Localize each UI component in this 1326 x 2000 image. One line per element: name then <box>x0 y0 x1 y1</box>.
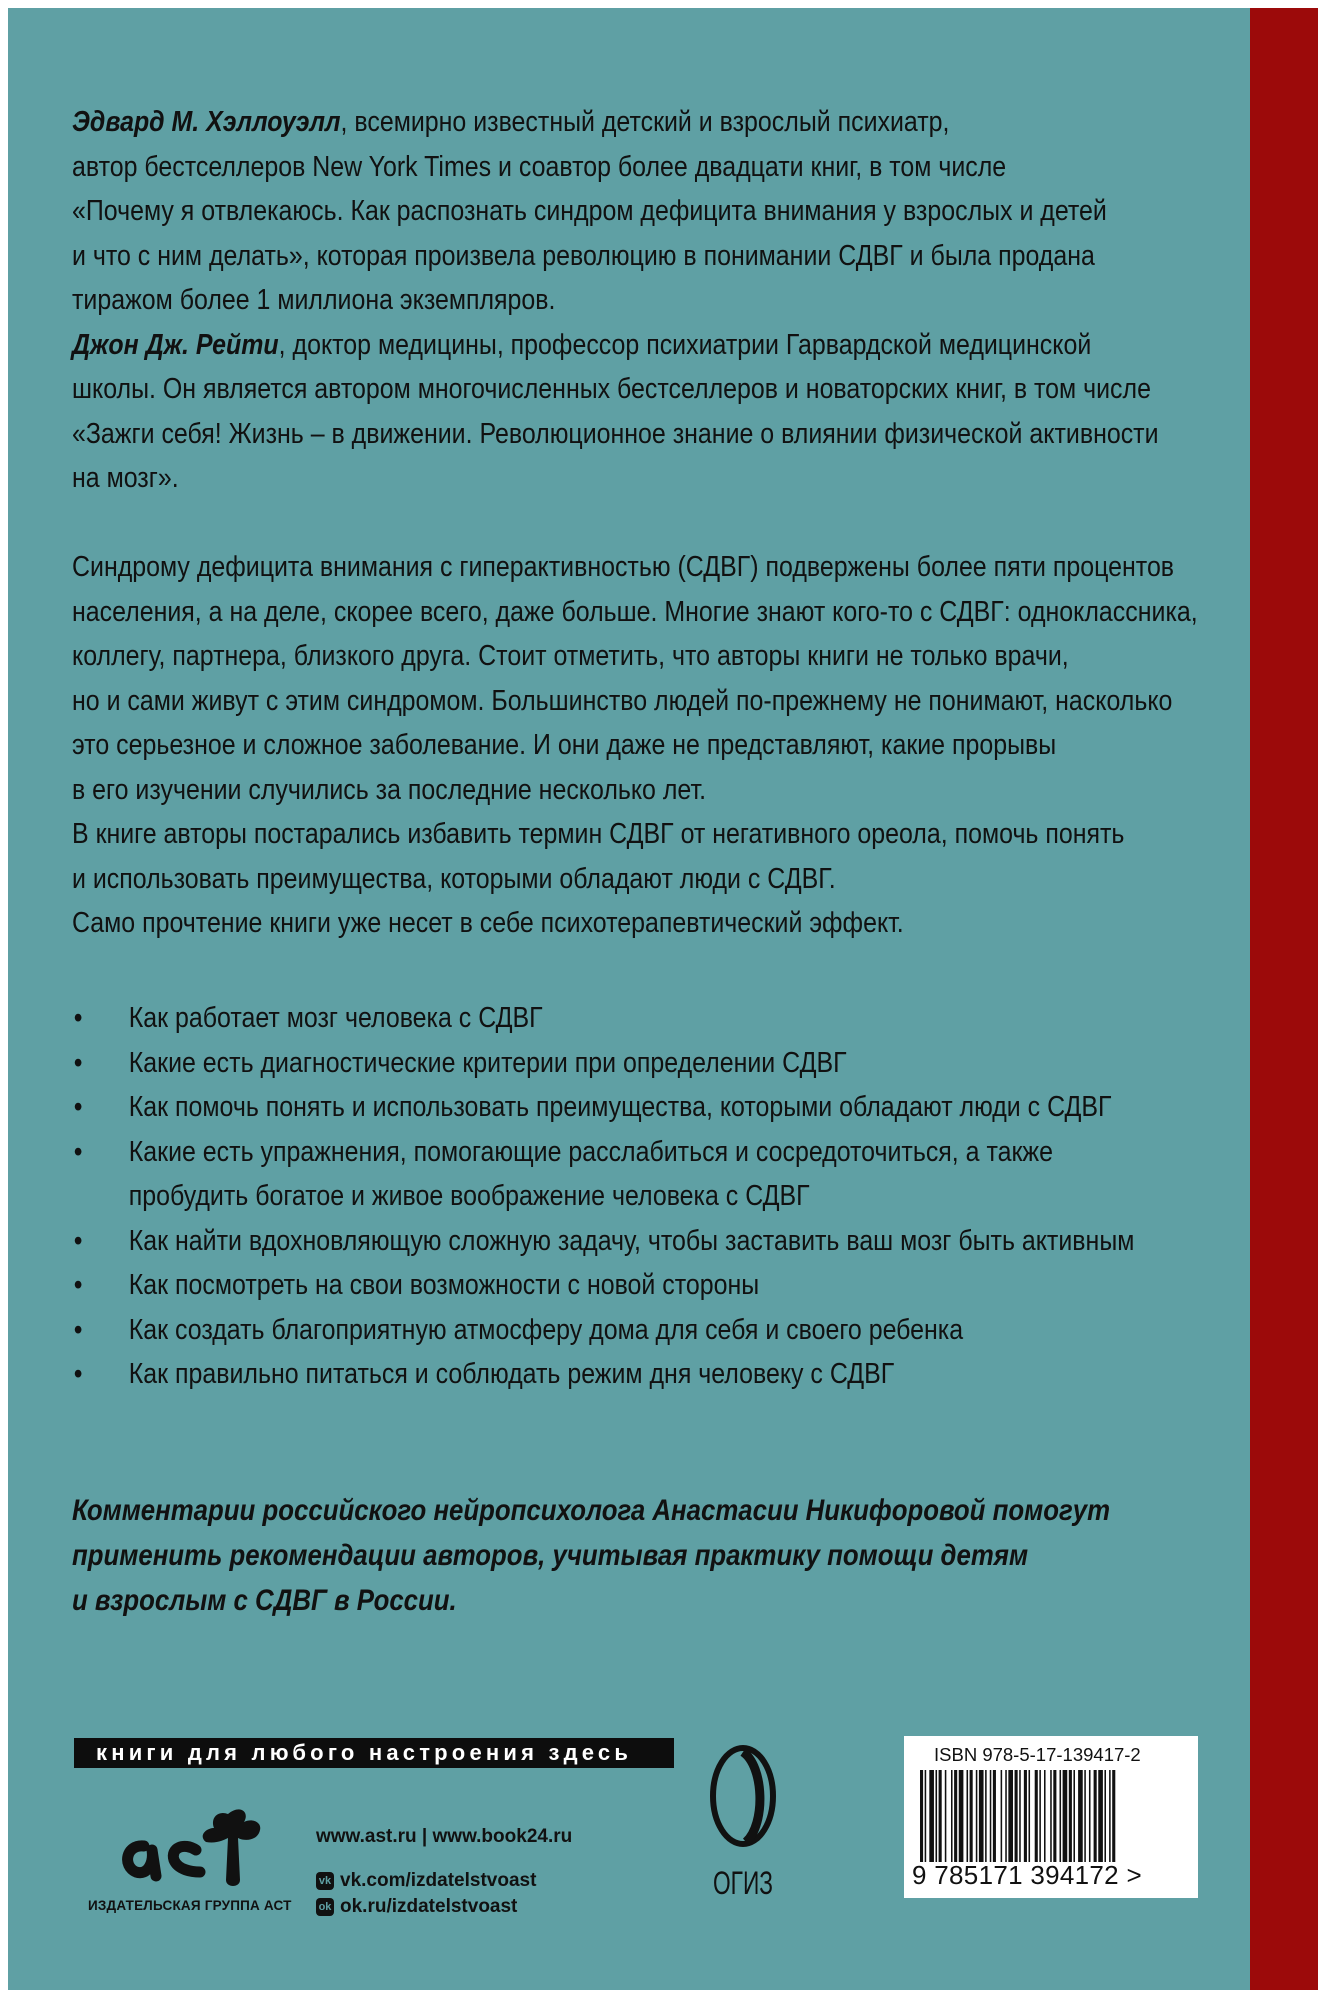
barcode-bar <box>1044 1770 1046 1862</box>
description-line: но и сами живут с этим синдромом. Большинство людей по-прежнему не понимают, насколько <box>72 684 1173 717</box>
barcode-bar <box>1073 1770 1075 1862</box>
barcode-bar <box>1089 1770 1091 1862</box>
author1-line: Эдвард М. Хэллоуэлл, всемирно известный детский и взрослый психиатр, <box>72 106 950 138</box>
barcode-bar <box>1035 1770 1038 1862</box>
publisher-caption: ИЗДАТЕЛЬСКАЯ ГРУППА АСТ <box>88 1898 292 1913</box>
barcode-bar <box>1005 1770 1007 1862</box>
vk-link[interactable]: vk vk.com/izdatelstvoast <box>316 1870 536 1892</box>
author2-name: Джон Дж. Рейти <box>72 328 279 361</box>
barcode-bar <box>967 1770 969 1862</box>
barcode-bar <box>1109 1770 1111 1862</box>
imprint-name: ОГИЗ <box>713 1865 773 1901</box>
barcode-bar <box>1053 1770 1056 1862</box>
isbn-number: ISBN 978-5-17-139417-2 <box>934 1744 1141 1765</box>
description-line: и использовать преимущества, которыми обладают люди с СДВГ. <box>72 862 836 895</box>
barcode-bar <box>1039 1770 1041 1862</box>
list-item: • Как посмотреть на свои возможности с новой стороны <box>72 1263 1134 1308</box>
barcode-bar <box>1015 1770 1018 1862</box>
bullet-icon: • <box>73 1002 83 1034</box>
barcode-bar <box>993 1770 996 1862</box>
ok-link[interactable]: ok ok.ru/izdatelstvoast <box>316 1896 517 1918</box>
ogiz-logo-icon <box>708 1744 778 1900</box>
ok-icon: ok <box>316 1898 334 1916</box>
description-line: это серьезное и сложное заболевание. И они даже не представляют, какие прорывы <box>72 729 1057 761</box>
barcode-bar <box>1024 1770 1027 1862</box>
author2-bio-line: школы. Он является автором многочисленных бестселлеров и новаторских книг, в том числе <box>72 373 1151 405</box>
barcode-bar <box>976 1770 978 1862</box>
barcode-bar <box>936 1770 938 1862</box>
author2-bio-line: «Зажги себя! Жизнь – в движении. Революционное знание о влиянии физической активности <box>72 417 1159 450</box>
book-back-cover <box>8 8 1318 1990</box>
book-description <box>72 545 1198 946</box>
list-item: • Как правильно питаться и соблюдать режим дня человеку с СДВГ <box>72 1352 1134 1397</box>
author1-bio-line: и что с ним делать», которая произвела революцию в понимании СДВГ и была продана <box>72 239 1095 272</box>
list-item-continuation: пробудить богатое и живое воображение человека с СДВГ <box>128 1180 810 1212</box>
vk-icon: vk <box>316 1872 334 1890</box>
bullet-icon: • <box>73 1269 83 1301</box>
closing-line: Комментарии российского нейропсихолога Анастасии Никифоровой помогут <box>72 1494 1111 1527</box>
bullet-icon: • <box>73 1046 83 1079</box>
author1-bio-line: тиражом более 1 миллиона экземпляров. <box>72 284 556 316</box>
bullet-icon: • <box>73 1313 83 1346</box>
barcode-bar <box>990 1770 992 1862</box>
barcode-bar <box>959 1770 964 1862</box>
barcode-bar <box>929 1770 934 1862</box>
author1-name: Эдвард М. Хэллоуэлл <box>72 106 341 138</box>
description-line: коллегу, партнера, близкого друга. Стоит отметить, что авторы книги не только врачи, <box>72 640 1069 672</box>
isbn-barcode-block <box>904 1736 1198 1898</box>
description-line: В книге авторы постарались избавить термин СДВГ от негативного ореола, помочь понять <box>72 818 1125 850</box>
barcode-bar <box>1063 1770 1068 1862</box>
list-item: • Как найти вдохновляющую сложную задачу, чтобы заставить ваш мозг быть активным <box>72 1219 1134 1264</box>
author2-line: Джон Дж. Рейти, доктор медицины, профессор психиатрии Гарвардской медицинской <box>72 328 1092 361</box>
barcode-bar <box>1112 1770 1115 1862</box>
list-item: • Как помочь понять и использовать преимущества, которыми обладают люди с СДВГ <box>72 1085 1134 1130</box>
barcode-icon <box>920 1770 1182 1862</box>
closing-statement <box>72 1488 1110 1623</box>
barcode-bar <box>985 1770 987 1862</box>
author1-bio-line: автор бестселлеров New York Times и соавтор более двадцати книг, в том числе <box>72 150 1007 183</box>
list-item: • Как работает мозг человека с СДВГ <box>72 996 1134 1041</box>
barcode-bar <box>1008 1770 1013 1862</box>
author1-bio-line: «Почему я отвлекаюсь. Как распознать синдром дефицита внимания у взрослых и детей <box>72 195 1107 227</box>
slogan-bar: книги для любого настроения здесь <box>74 1738 674 1768</box>
bullet-icon: • <box>73 1091 83 1123</box>
barcode-bar <box>1050 1770 1052 1862</box>
barcode-bar <box>1098 1770 1103 1862</box>
barcode-bar <box>979 1770 984 1862</box>
author-bios <box>72 100 1159 501</box>
description-line: Само прочтение книги уже несет в себе психотерапевтический эффект. <box>72 907 904 939</box>
author2-bio-line: на мозг». <box>72 462 179 494</box>
red-spine-band <box>1250 8 1318 1990</box>
barcode-bar <box>1069 1770 1072 1862</box>
barcode-bar <box>920 1770 923 1862</box>
topics-list <box>72 996 1134 1397</box>
ean-digits: 9 785171 394172 > <box>912 1860 1142 1890</box>
barcode-bar <box>954 1770 957 1862</box>
barcode-bar <box>1078 1770 1083 1862</box>
barcode-bar <box>1084 1770 1086 1862</box>
barcode-bar <box>1060 1770 1062 1862</box>
list-item: • Какие есть диагностические критерии при определении СДВГ <box>72 1041 1134 1086</box>
barcode-bar <box>945 1770 947 1862</box>
barcode-bar <box>925 1770 927 1862</box>
barcode-bar <box>1029 1770 1031 1862</box>
bullet-icon: • <box>73 1358 83 1390</box>
barcode-bar <box>1019 1770 1021 1862</box>
list-item: • Как создать благоприятную атмосферу дома для себя и своего ребенка <box>72 1308 1134 1353</box>
description-line: Синдрому дефицита внимания с гиперактивностью (СДВГ) подвержены более пяти процентов <box>72 551 1175 583</box>
closing-line: и взрослым с СДВГ в России. <box>72 1584 457 1617</box>
websites-link[interactable]: www.ast.ru | www.book24.ru <box>316 1826 573 1847</box>
list-item: • Какие есть упражнения, помогающие расслабиться и сосредоточиться, а также <box>72 1130 1134 1175</box>
closing-line: применить рекомендации авторов, учитывая практику помощи детям <box>72 1539 1029 1572</box>
barcode-bar <box>1001 1770 1003 1862</box>
ast-logo-icon <box>112 1784 282 1894</box>
barcode-bar <box>1104 1770 1106 1862</box>
barcode-bar <box>1094 1770 1097 1862</box>
bullet-icon: • <box>73 1224 83 1257</box>
barcode-bar <box>970 1770 973 1862</box>
barcode-bar <box>939 1770 942 1862</box>
description-line: в его изучении случились за последние несколько лет. <box>72 773 707 806</box>
description-line: населения, а на деле, скорее всего, даже больше. Многие знают кого-то с СДВГ: одноклассника, <box>72 595 1198 628</box>
bullet-icon: • <box>73 1135 83 1168</box>
barcode-bar <box>951 1770 953 1862</box>
